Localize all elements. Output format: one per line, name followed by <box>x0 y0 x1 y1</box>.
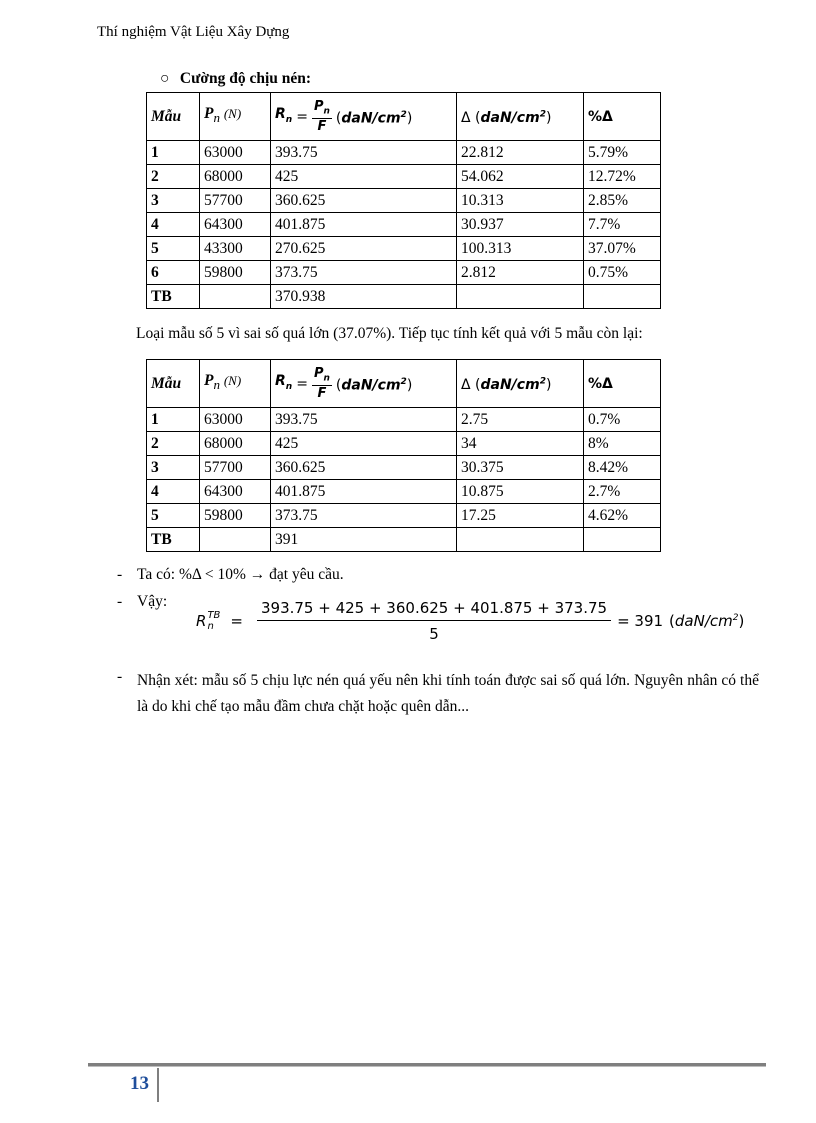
header-rn-formula: $R_n$ = $\frac{P_n}{F}$ $(daN/cm^2)$ <box>271 360 457 408</box>
cell-pn: 63000 <box>200 408 271 432</box>
cell-pn <box>200 285 271 309</box>
cell-mau: 6 <box>147 261 200 285</box>
cell-delta: 2.75 <box>457 408 584 432</box>
cell-percent: 0.7% <box>584 408 661 432</box>
cell-delta: 10.875 <box>457 480 584 504</box>
equation-result: = 391 <box>617 612 664 630</box>
cell-delta: 30.937 <box>457 213 584 237</box>
cell-delta: 30.375 <box>457 456 584 480</box>
cell-pn: 59800 <box>200 261 271 285</box>
note-vay: - Vậy: <box>117 593 168 610</box>
equation-unit: $(daN/cm^2)$ <box>669 612 745 630</box>
cell-delta: 17.25 <box>457 504 584 528</box>
cell-delta: 54.062 <box>457 165 584 189</box>
section-heading-text: Cường độ chịu nén: <box>179 70 312 87</box>
header-percent-delta: %Δ <box>584 93 661 141</box>
table-row <box>147 432 661 456</box>
header-delta: Δ $(daN/cm^2)$ <box>457 93 584 141</box>
cell-mau: 3 <box>147 189 200 213</box>
cell-rn: 270.625 <box>271 237 457 261</box>
cell-pn <box>200 528 271 552</box>
cell-delta: 34 <box>457 432 584 456</box>
cell-percent: 0.75% <box>584 261 661 285</box>
table-row <box>147 408 661 432</box>
footer-rule <box>88 1063 766 1067</box>
equation-fraction <box>257 599 611 643</box>
cell-pn: 68000 <box>200 165 271 189</box>
table-header-row <box>147 93 661 141</box>
footer-divider <box>157 1068 159 1102</box>
note-ta-co: - Ta có: %Δ < 10% → đạt yêu cầu. <box>117 566 344 583</box>
header-pn: $P_n$ (N) <box>200 360 271 408</box>
section-heading <box>160 70 311 88</box>
document-header-title: Thí nghiệm Vật Liệu Xây Dựng <box>97 24 290 40</box>
cell-percent: 2.7% <box>584 480 661 504</box>
table-row <box>147 141 661 165</box>
cell-percent: 37.07% <box>584 237 661 261</box>
exclusion-paragraph: Loại mẫu số 5 vì sai số quá lớn (37.07%). Tiếp tục tính kết quả với 5 mẫu còn lại: <box>136 325 643 342</box>
table-row <box>147 165 661 189</box>
table-row <box>147 189 661 213</box>
cell-rn: 360.625 <box>271 456 457 480</box>
cell-percent: 5.79% <box>584 141 661 165</box>
cell-mau: 5 <box>147 237 200 261</box>
table-row <box>147 261 661 285</box>
cell-mau: 2 <box>147 432 200 456</box>
table-row-average <box>147 528 661 552</box>
table-row <box>147 456 661 480</box>
cell-delta: 2.812 <box>457 261 584 285</box>
cell-delta: 22.812 <box>457 141 584 165</box>
note-nhan-xet: - Nhận xét: mẫu số 5 chịu lực nén quá yếu nên khi tính toán được sai số quá lớn. Nguyên nhân có thể là do khi chế tạo mẫu đầm chưa chặt hoặc quên dẫn... <box>117 668 759 715</box>
cell-rn: 373.75 <box>271 261 457 285</box>
cell-percent: 8.42% <box>584 456 661 480</box>
cell-mau: 3 <box>147 456 200 480</box>
table-row-average <box>147 285 661 309</box>
average-strength-equation <box>196 596 756 646</box>
header-mau: Mẫu <box>147 93 200 141</box>
page-number: 13 <box>130 1073 149 1094</box>
cell-rn: 370.938 <box>271 285 457 309</box>
cell-percent: 4.62% <box>584 504 661 528</box>
cell-delta: 10.313 <box>457 189 584 213</box>
cell-rn: 373.75 <box>271 504 457 528</box>
cell-rn: 425 <box>271 432 457 456</box>
cell-pn: 64300 <box>200 480 271 504</box>
header-mau: Mẫu <box>147 360 200 408</box>
table-row <box>147 237 661 261</box>
cell-delta <box>457 528 584 552</box>
header-rn-formula: $R_n$ = $\frac{P_n}{F}$ $(daN/cm^2)$ <box>271 93 457 141</box>
cell-percent: 7.7% <box>584 213 661 237</box>
cell-mau: 1 <box>147 408 200 432</box>
cell-rn: 401.875 <box>271 480 457 504</box>
equation-denominator: 5 <box>429 625 439 643</box>
cell-pn: 57700 <box>200 456 271 480</box>
cell-pn: 63000 <box>200 141 271 165</box>
compressive-strength-table-2 <box>146 359 661 552</box>
header-pn: $P_n$ (N) <box>200 93 271 141</box>
cell-mau: 4 <box>147 213 200 237</box>
header-delta: Δ $(daN/cm^2)$ <box>457 360 584 408</box>
cell-pn: 64300 <box>200 213 271 237</box>
table-header-row <box>147 360 661 408</box>
cell-mau: 4 <box>147 480 200 504</box>
cell-mau: 2 <box>147 165 200 189</box>
cell-pn: 57700 <box>200 189 271 213</box>
cell-pn: 68000 <box>200 432 271 456</box>
cell-percent: 8% <box>584 432 661 456</box>
table-row <box>147 213 661 237</box>
compressive-strength-table-1 <box>146 92 661 309</box>
cell-rn: 391 <box>271 528 457 552</box>
cell-rn: 393.75 <box>271 141 457 165</box>
cell-rn: 401.875 <box>271 213 457 237</box>
equation-numerator: 393.75 + 425 + 360.625 + 401.875 + 373.75 <box>257 599 611 621</box>
header-percent-delta: %Δ <box>584 360 661 408</box>
cell-mau: 5 <box>147 504 200 528</box>
cell-delta: 100.313 <box>457 237 584 261</box>
cell-percent <box>584 285 661 309</box>
cell-mau: TB <box>147 528 200 552</box>
cell-mau: TB <box>147 285 200 309</box>
cell-percent: 12.72% <box>584 165 661 189</box>
cell-percent <box>584 528 661 552</box>
fraction-pn-over-f: $\frac{P_n}{F}$ <box>313 366 330 401</box>
cell-rn: 425 <box>271 165 457 189</box>
cell-mau: 1 <box>147 141 200 165</box>
cell-pn: 59800 <box>200 504 271 528</box>
cell-percent: 2.85% <box>584 189 661 213</box>
cell-pn: 43300 <box>200 237 271 261</box>
table-row <box>147 504 661 528</box>
cell-delta <box>457 285 584 309</box>
cell-rn: 393.75 <box>271 408 457 432</box>
equation-lhs: R TB n <box>196 609 221 632</box>
cell-rn: 360.625 <box>271 189 457 213</box>
fraction-pn-over-f: $\frac{P_n}{F}$ <box>313 99 330 134</box>
table-row <box>147 480 661 504</box>
equation-equals: = <box>230 612 243 630</box>
circle-bullet-icon: ○ <box>160 70 170 87</box>
